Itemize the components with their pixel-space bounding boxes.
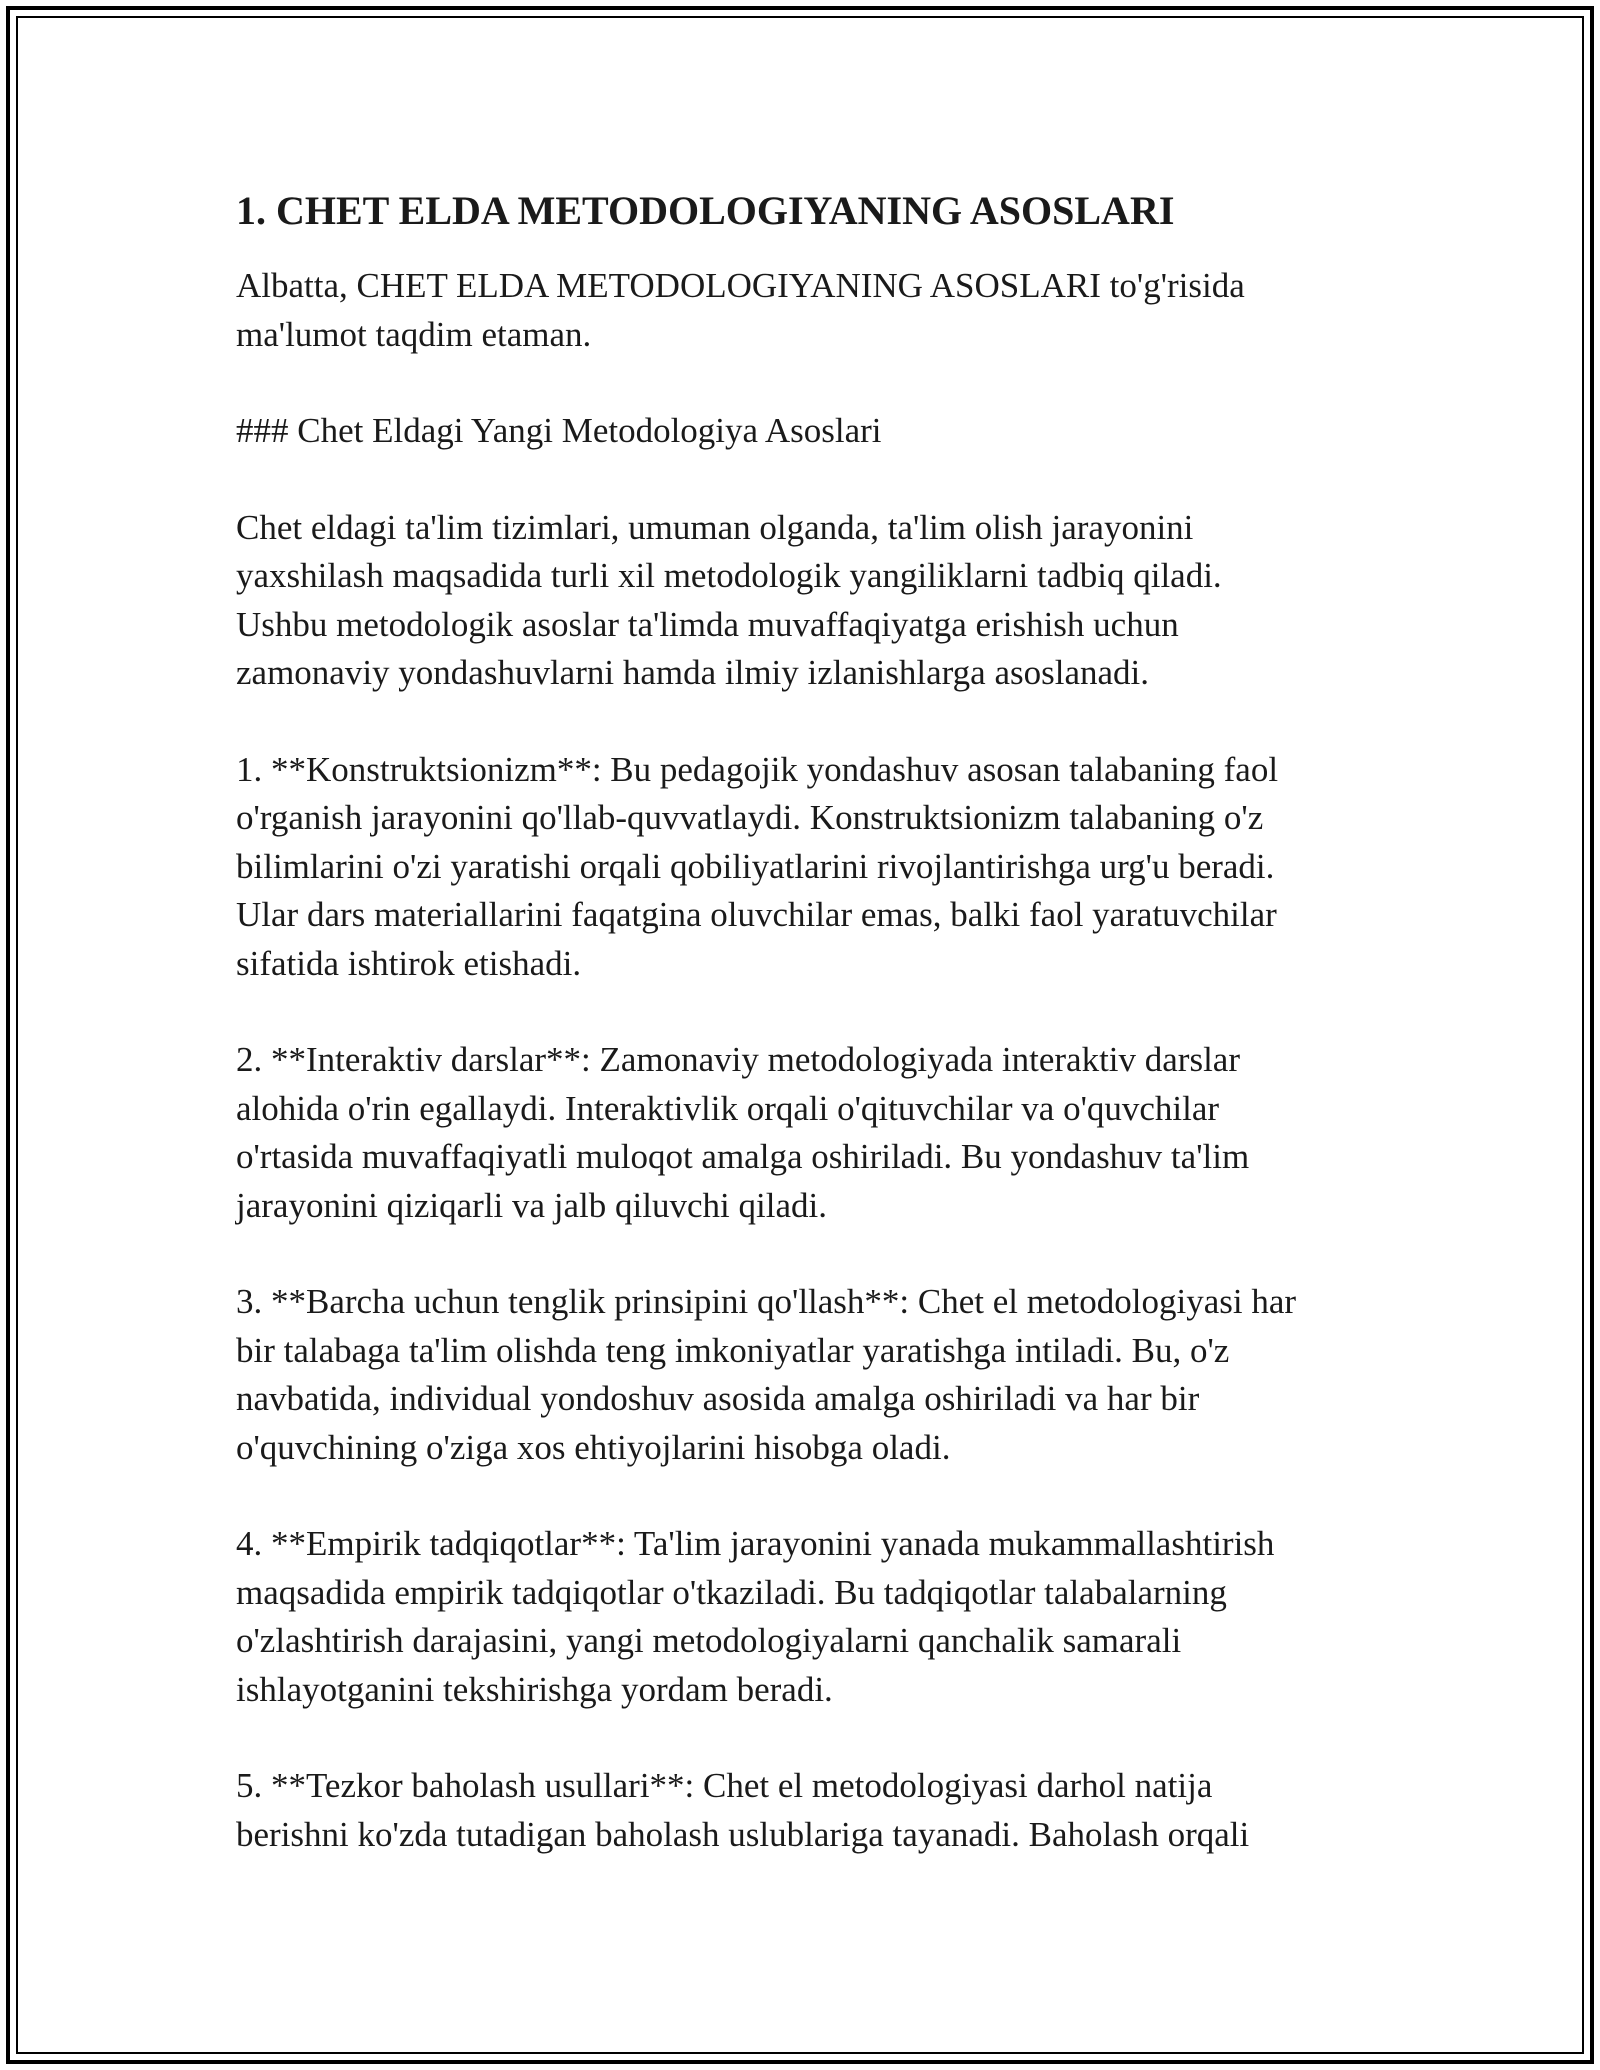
text-line: 2. **Interaktiv darslar**: Zamonaviy metodologiyada interaktiv darslar <box>236 1040 1240 1079</box>
text-line: o'rganish jarayonini qo'llab-quvvatlaydi. Konstruktsionizm talabaning o'z <box>236 798 1264 837</box>
text-line: Albatta, CHET ELDA METODOLOGIYANING ASOSLARI to'g'risida <box>236 266 1245 305</box>
text-line: o'rtasida muvaffaqiyatli muloqot amalga oshiriladi. Bu yondashuv ta'lim <box>236 1137 1250 1176</box>
text-line: 1. **Konstruktsionizm**: Bu pedagojik yondashuv asosan talabaning faol <box>236 749 1279 789</box>
text-line: yaxshilash maqsadida turli xil metodologik yangiliklarni tadbiq qiladi. <box>236 556 1222 595</box>
text-line: alohida o'rin egallaydi. Interaktivlik orqali o'qituvchilar va o'quvchilar <box>236 1088 1220 1128</box>
text-line: navbatida, individual yondoshuv asosida amalga oshiriladi va har bir <box>236 1379 1200 1418</box>
document-body <box>236 186 1366 1907</box>
text-line: o'zlashtirish darajasini, yangi metodologiyalarni qanchalik samarali <box>236 1621 1182 1660</box>
list-item-4 <box>236 1520 1366 1714</box>
list-item-5 <box>236 1762 1366 1859</box>
text-line: o'quvchining o'ziga xos ehtiyojlarini hisobga oladi. <box>236 1427 951 1467</box>
text-line: Ular dars materiallarini faqatgina oluvchilar emas, balki faol yaratuvchilar <box>236 895 1277 934</box>
text-line: ma'lumot taqdim etaman. <box>236 314 592 354</box>
text-line: 4. **Empirik tadqiqotlar**: Ta'lim jarayonini yanada mukammallashtirish <box>236 1524 1275 1563</box>
text-line: 3. **Barcha uchun tenglik prinsipini qo'llash**: Chet el metodologiyasi har <box>236 1282 1297 1321</box>
text-line: bir talabaga ta'lim olishda teng imkoniyatlar yaratishga intiladi. Bu, o'z <box>236 1330 1230 1370</box>
text-line: berishni ko'zda tutadigan baholash uslublariga tayanadi. Baholash orqali <box>236 1814 1250 1854</box>
document-title: 1. CHET ELDA METODOLOGIYANING ASOSLARI <box>236 188 1175 233</box>
text-line: ### Chet Eldagi Yangi Metodologiya Asoslari <box>236 411 882 450</box>
text-line: Ushbu metodologik asoslar ta'limda muvaffaqiyatga erishish uchun <box>236 604 1179 644</box>
text-line: maqsadida empirik tadqiqotlar o'tkaziladi. Bu tadqiqotlar talabalarning <box>236 1572 1227 1612</box>
paragraph-subheading <box>236 407 1366 456</box>
text-line: ishlayotganini tekshirishga yordam beradi. <box>236 1669 833 1709</box>
paragraph-overview <box>236 504 1366 698</box>
list-item-2 <box>236 1036 1366 1230</box>
list-item-3 <box>236 1278 1366 1472</box>
text-line: zamonaviy yondashuvlarni hamda ilmiy izlanishlarga asoslanadi. <box>236 653 1150 692</box>
text-line: jarayonini qiziqarli va jalb qiluvchi qiladi. <box>236 1185 827 1225</box>
paragraph-intro <box>236 262 1366 359</box>
text-line: Chet eldagi ta'lim tizimlari, umuman olganda, ta'lim olish jarayonini <box>236 507 1194 547</box>
text-line: 5. **Tezkor baholash usullari**: Chet el metodologiyasi darhol natija <box>236 1766 1213 1805</box>
text-line: bilimlarini o'zi yaratishi orqali qobiliyatlarini rivojlantirishga urg'u beradi. <box>236 846 1275 886</box>
text-line: sifatida ishtirok etishadi. <box>236 943 582 983</box>
list-item-1 <box>236 746 1366 989</box>
